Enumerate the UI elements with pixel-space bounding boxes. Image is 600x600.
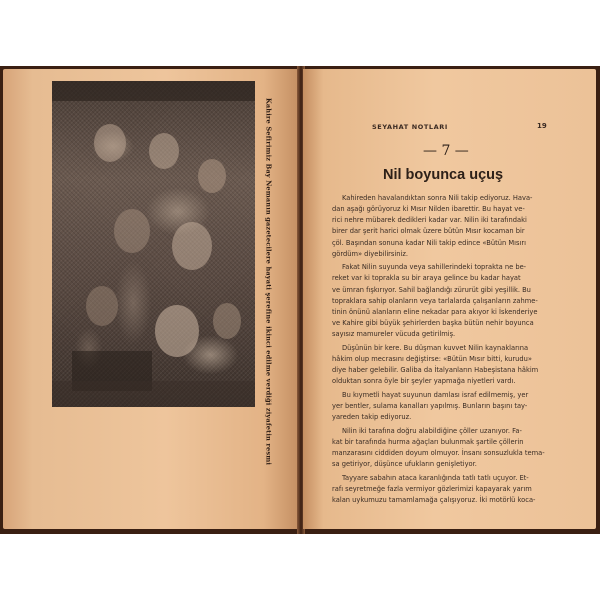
body-text [332,193,550,509]
chapter-title: Nil boyunca uçuş [383,167,504,183]
chapter-number: — 7 — [423,143,469,159]
text-line: Düşünün bir kere. Bu düşman kuvvet Nilin kaynaklarına [342,343,529,352]
text-line: Tayyare sabahın ataca karanlığında tatlı tatlı uçuyor. Et- [342,473,529,482]
text-line: topraklara sahip olanların veya tarlalarda çalışanların zahme- [332,296,538,305]
text-line: birer dar şerit harici olmak üzere bütün Mısır kocaman bir [332,227,525,236]
text-line: hâkim olup mecrasını değiştirse: «Bütün Mısır bitti, kurudu» [332,354,532,363]
paragraph [332,193,550,260]
text-line: Kahireden havalandıktan sonra Nili takip ediyoruz. Hava- [342,194,533,202]
text-line: sayısız mamureler vücuda getirilmiş. [332,330,456,339]
paragraph [332,426,550,471]
text-line: Bu kıymetli hayat suyunun damlası israf edilmemiş, yer [342,390,529,399]
text-line: reket var ki toprakla su bir araya gelince bu kadar hayat [332,274,521,283]
text-line: diye haber gelebilir. Galiba da İtalyanların Habeşistana hâkim [332,366,539,375]
text-line: yareden takip ediyoruz. [332,413,412,422]
photo-shapes [52,81,255,407]
text-line: yer bentler, sulama kanalları yapılmış. Bunların başını tay- [332,402,528,411]
text-line: çöl. Başından sonuna kadar Nili takip edince «Bütün Mısırı [332,238,526,247]
paragraph [332,343,550,388]
halftone-photograph [52,81,255,407]
text-line: sa getiriyor, düşünce ufukların genişletiyor. [332,460,477,469]
text-line: kalan uykumuzu tamamlamağa çalışıyoruz. İki motörlü koca- [332,496,536,505]
text-line: ve Kahire gibi büyük şehirlerden başka bütün nehir boyunca [332,319,534,328]
photo-caption: Kahire Sefirimiz Bay Nemanın gazetecilere hayati şerefine ikinci edilme verdiği ziyafetin resmi [264,98,273,465]
running-head: SEYAHAT NOTLARI [372,123,448,131]
text-line: Nilin iki tarafına doğru alabildiğine çöller uzanıyor. Fa- [342,426,522,435]
text-line: tinin önünü alanların eline nekadar para akıyor ki İskenderiye [332,307,538,316]
text-line: dan aşağı görüyoruz ki Mısır Nilden ibarettir. Bu hayat ve- [332,205,525,214]
text-line: Fakat Nilin suyunda veya sahillerindeki toprakta ne be- [342,263,527,272]
paragraph [332,473,550,506]
paragraph [332,390,550,423]
text-line: rafı seyretmeğe fazla vermiyor gözlerimizi kapayarak yarım [332,485,532,494]
page-number: 19 [537,122,547,130]
text-line: ve ümran fışkırıyor. Sahil bağlandığı zürurüt gibi yeşillik. Bu [332,285,531,294]
paragraph [332,262,550,340]
text-line: manzarasını ciddiden doyum olmuyor. İnsanı sonsuzlukla tema- [332,449,545,458]
text-line: kat bir tarafında hurma ağaçları bulunmak şartile çöllerin [332,437,524,446]
text-line: gördüm» diyebilirsiniz. [332,249,409,258]
text-line: olduktan sonra öyle bir şeyler yapmağa niyetleri vardı. [332,377,516,386]
text-line: rici nehre mübarek dedikleri kadar var. Nilin iki tarafındaki [332,216,527,225]
